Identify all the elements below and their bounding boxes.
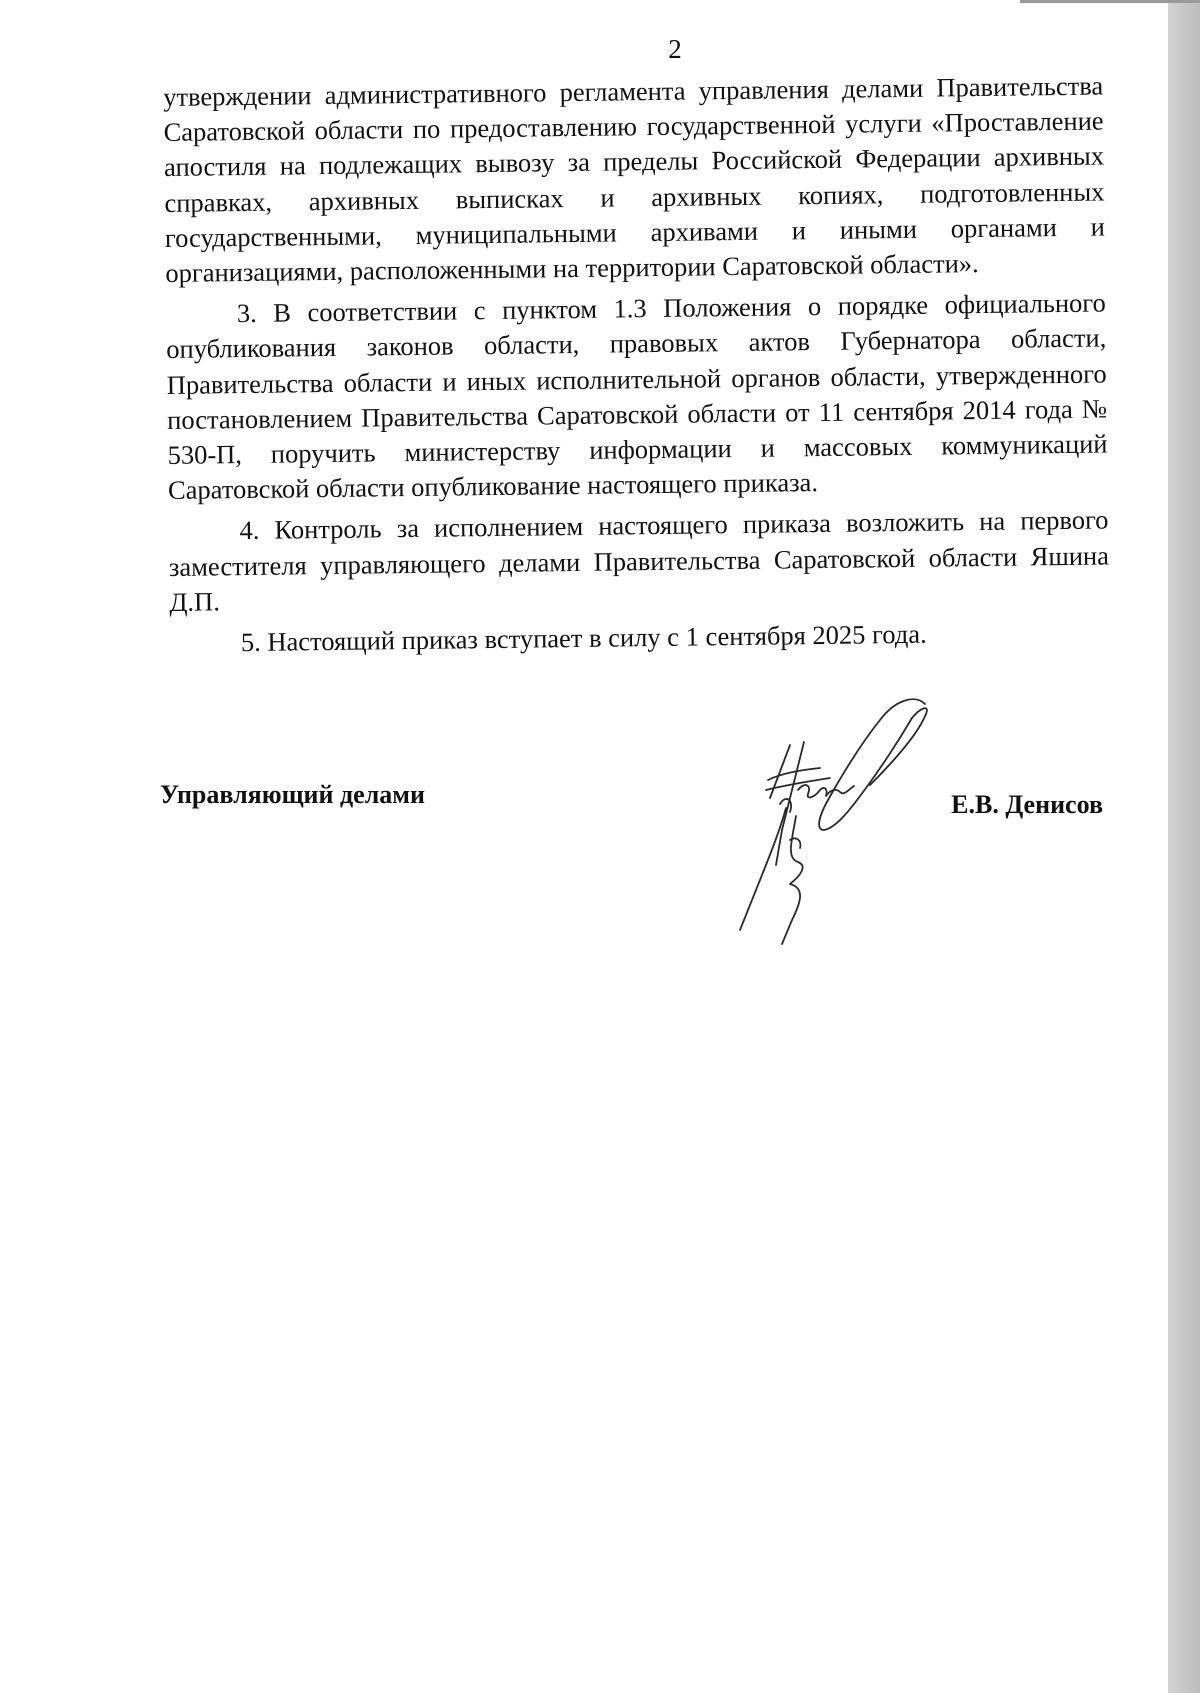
paragraph-4: 4. Контроль за исполнением настоящего приказа возложить на первого заместителя управляющего делами Правительства Саратовской области Яшина Д.П. — [168, 504, 1110, 617]
paragraph-3: 3. В соответствии с пунктом 1.3 Положения о порядке официального опубликования законов области, правовых актов Губернатора области, Правительства области и иных исполнительной органов области, утвержденного постановлением Правительства Саратовской области от 11 сентября 2014 года № 530-П, поручить министерству информации и массовых коммуникаций Саратовской области опубликование настоящего приказа. — [166, 287, 1108, 506]
scan-edge-top-line — [1020, 0, 1200, 3]
signatory-title: Управляющий делами — [160, 780, 425, 809]
signature-block — [160, 770, 1103, 830]
handwritten-signature-icon — [720, 690, 940, 950]
page-number: 2 — [668, 34, 682, 64]
document-body — [163, 69, 1110, 662]
signatory-name: Е.В. Денисов — [951, 790, 1103, 819]
paragraph-continuation: утверждении административного регламента управления делами Правительства Саратовской области по предоставлению государственной услуги «Проставление апостиля на подлежащих вывозу за пределы Российской Федерации архивных справках, архивных выписках и архивных копиях, подготовленных государственными, муниципальными архивами и иными органами и организациями, расположенными на территории Саратовской области». — [163, 70, 1106, 289]
scan-edge-shadow — [1168, 0, 1200, 1693]
paragraph-5: 5. Настоящий приказ вступает в силу с 1 сентября 2025 года. — [240, 618, 927, 658]
